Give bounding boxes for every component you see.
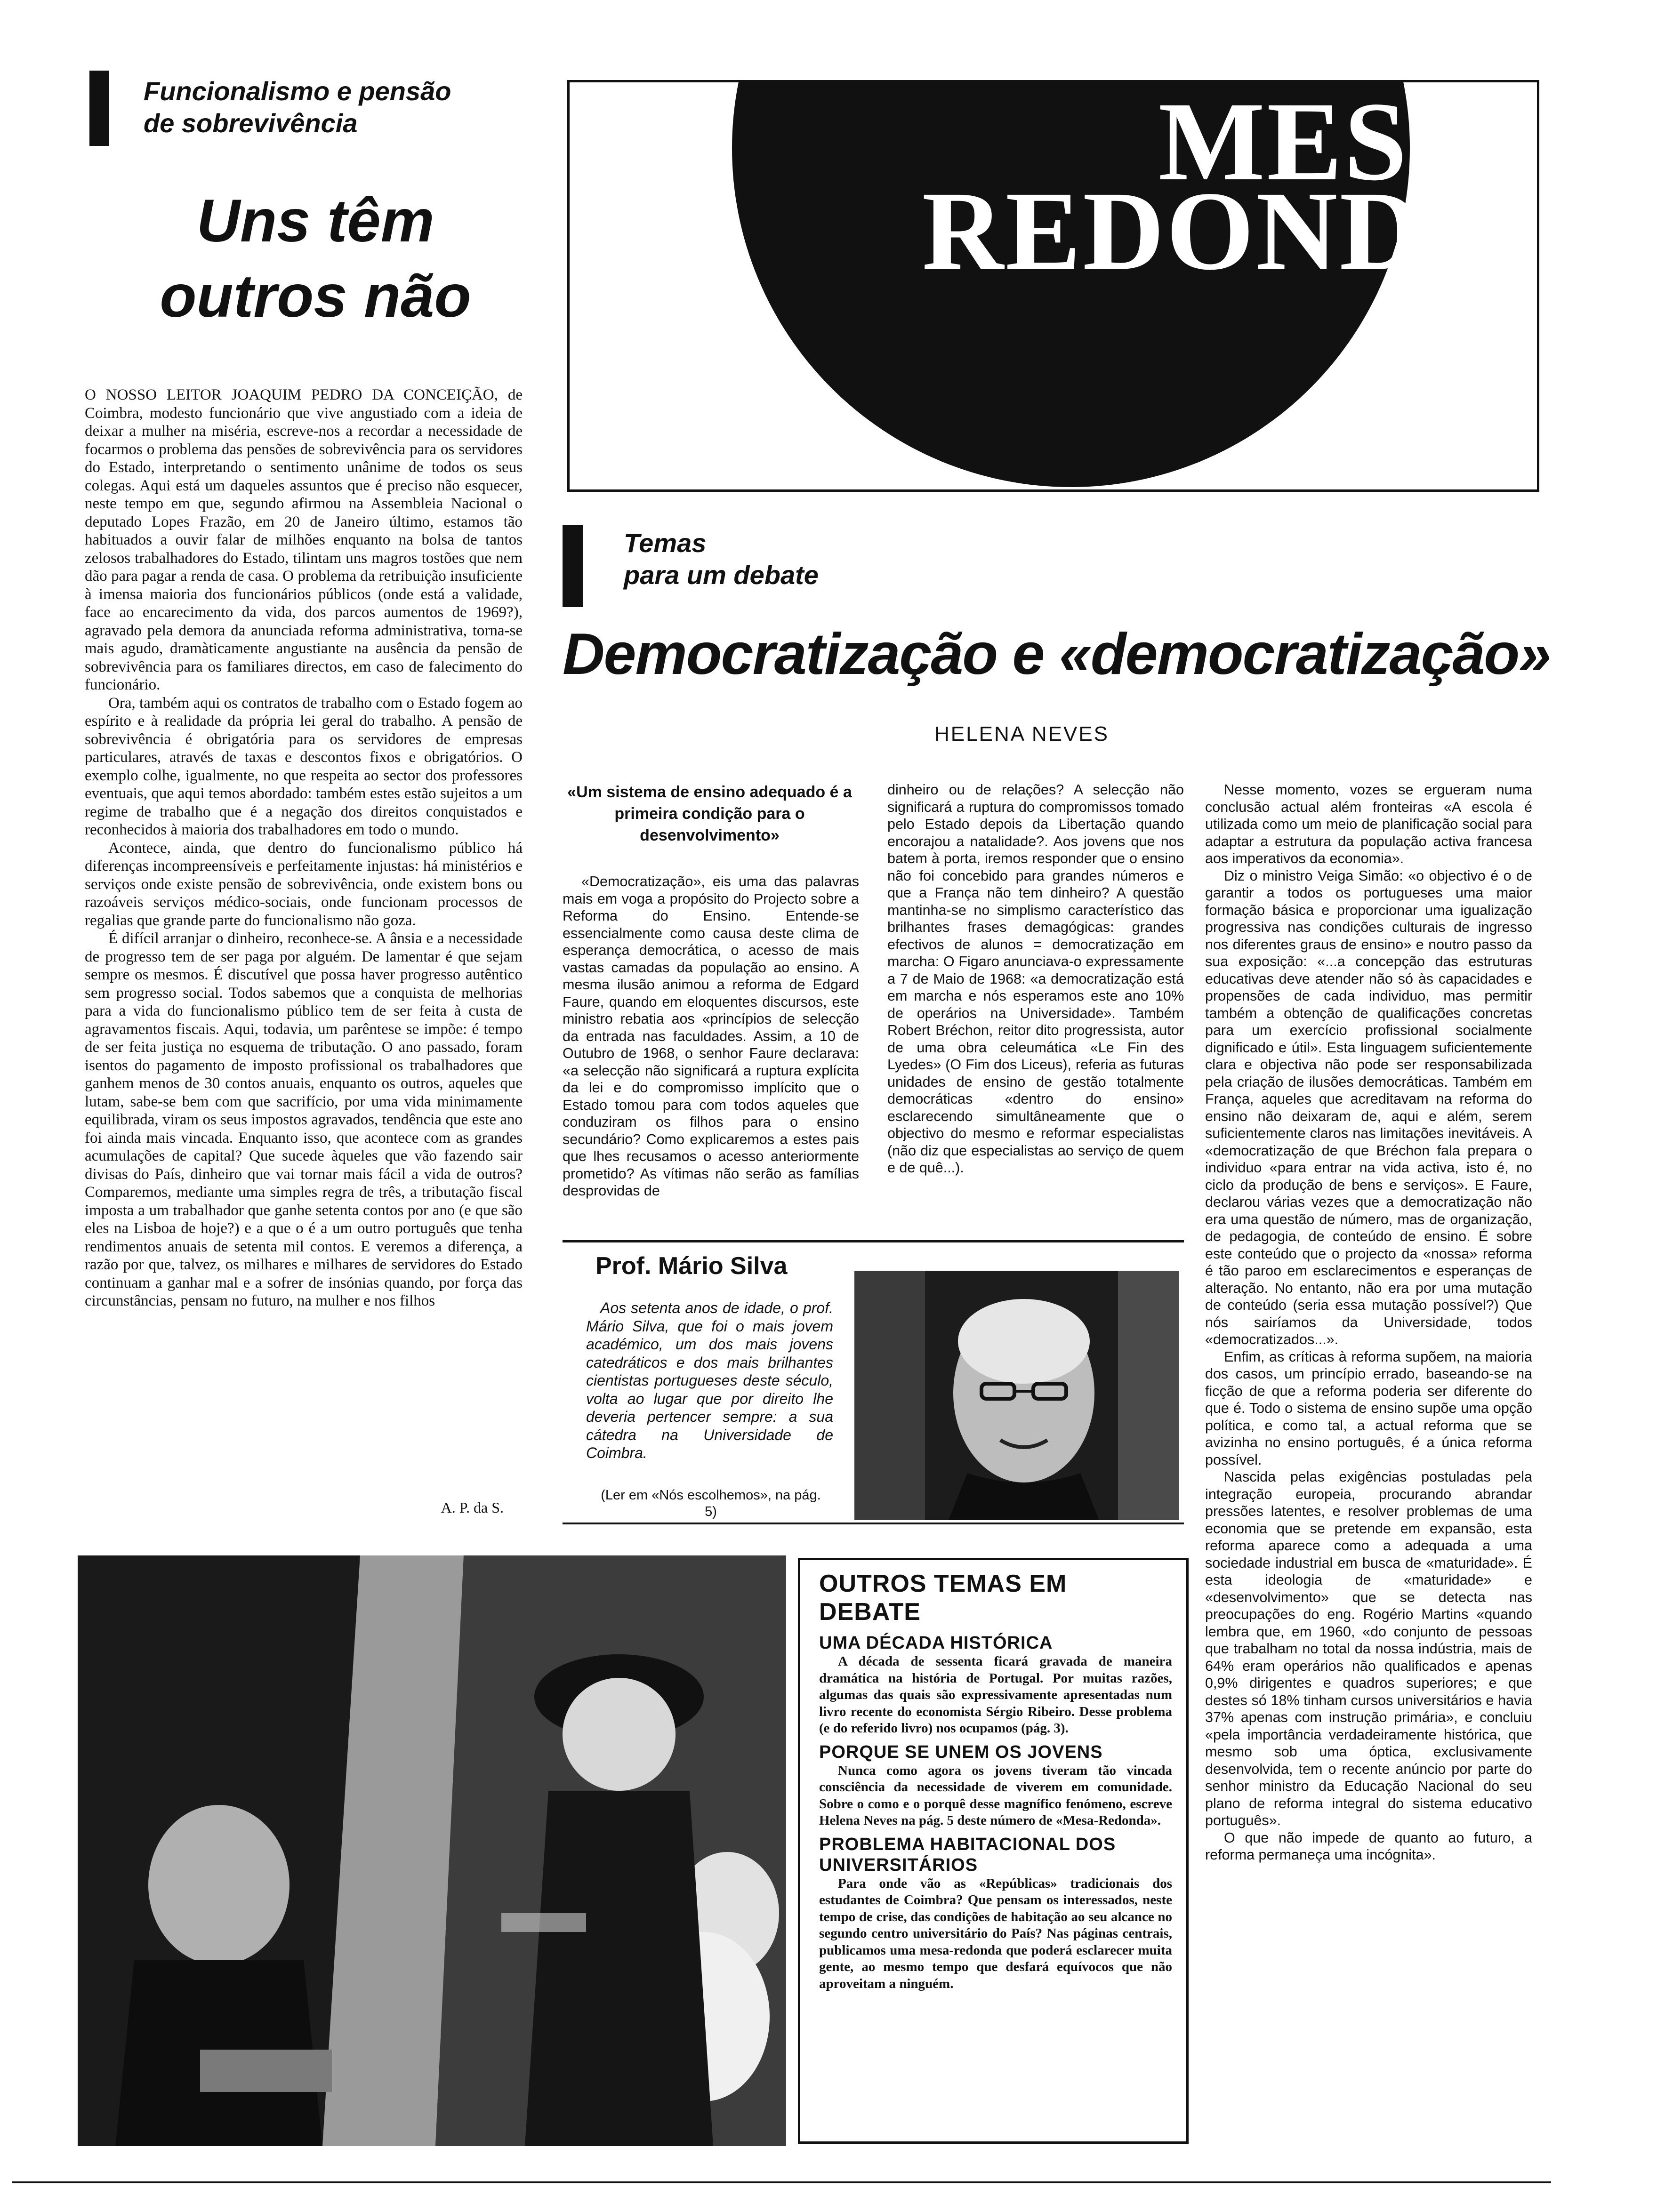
debate-headline bbox=[563, 621, 1551, 687]
debate-paragraph: Nesse momento, vozes se ergueram numa conclusão actual além fronteiras «A escola é utilizada como um meio de planificação social para adaptar a estrutura da população activa francesa aos imperativos da economia». bbox=[1205, 782, 1532, 866]
pull-quote-text: «Um sistema de ensino adequado é a primeira condição para o desenvolvimento» bbox=[567, 783, 852, 844]
outros-item-heading: PORQUE SE UNEM OS JOVENS bbox=[819, 1742, 1103, 1762]
left-paragraph: O NOSSO LEITOR JOAQUIM PEDRO DA CONCEIÇÃO, de Coimbra, modesto funcionário que vive angustiado com a ideia de deixar a mulher na miséria, escreve-nos a recordar a necessidade de focarmos o problema das pensões de sobrevivência para os servidores do Estado, interpretando o sentimento unânime de todos os seus colegas. Aqui está um daqueles assuntos que é preciso não esquecer, neste tempo em que, segundo afirmou na Assembleia Nacional o deputado Lopes Frazão, em 20 de Janeiro último, estamos tão habituados a ouvir falar de milhões enquanto na bolsa de tantos zelosos trabalhadores do Estado, tilintam uns magros tostões que nem dão para pagar a renda de casa. O problema da retribuição insuficiente à imensa maioria dos funcionários públicos (onde está a validade, face ao encarecimento da vida, dos parcos aumentos de 1969?), agravado pela demora da anunciada reforma administrativa, torna-se mais agudo, dramàticamente angustiante na ausência da pensão de sobrevivência para os familiares directos, em caso de falecimento do funcionário. bbox=[85, 386, 523, 693]
street-photo bbox=[78, 1555, 786, 2146]
portrait-image bbox=[854, 1271, 1179, 1520]
debate-kicker-line2: para um debate bbox=[624, 560, 819, 590]
kicker-text: Funcionalismo e pensão de sobrevivência bbox=[144, 76, 451, 138]
debate-paragraph: Nascida pelas exigências postuladas pela integração europeia, procurando abrandar pressões latentes, e resolver problemas de uma economia que se pretende em expansão, esta reforma aparece como a adequada a uma sociedade industrial em busca de «maturidade». É esta ideologia de «maturidade» e «desenvolvimento» que se detecta nas preocupações do eng. Rogério Martins «quando lembra que, em 1960, «do conjunto de pessoas que trabalham no total da nossa indústria, mais de 64% eram operários não qualificados e apenas 0,9% dirigentes e quadros superiores; e que destes só 18% tinham cursos universitários e havia 37% apenas com instrução primária», e concluiu «pela importância verdadeiramente histórica, que mesmo sob uma óptica, exclusivamente desenvolvida, tem o recente anúncio por parte do senhor ministro da Educação Nacional do seu plano de reforma integral do sistema educativo português». bbox=[1205, 1469, 1532, 1828]
headline-line1: Uns têm bbox=[196, 187, 434, 255]
page-bottom-rule bbox=[12, 2181, 1551, 2183]
prof-note-text: (Ler em «Nós escolhemos», na pág. 5) bbox=[601, 1488, 821, 1519]
left-article-body bbox=[85, 386, 523, 1310]
debate-column-3 bbox=[1205, 781, 1532, 1864]
outros-item-heading: UMA DÉCADA HISTÓRICA bbox=[819, 1633, 1053, 1653]
prof-text bbox=[586, 1299, 833, 1462]
debate-column-1 bbox=[563, 873, 859, 1200]
debate-kicker bbox=[624, 527, 906, 591]
debate-paragraph: Diz o ministro Veiga Simão: «o objectivo é o de garantir a todos os portugueses uma maior formação básica e proporcionar uma igualização progressiva nas condições culturais de ingresso nos diferentes graus de ensino» e noutro passo da sua exposição: «...a concepção das estruturas educativas deve atender não só às capacidades e propensões de cada individuo, mas permitir também a obtenção de qualificações concretas para um exercício profissional socialmente dignificado e útil». Esta linguagem suficientemente clara e objectiva não pode ser responsabilizada pela criação de ilusões democráticas. Também em França, aqueles que acreditavam na reforma do ensino não deixaram de, aqui e além, serem suficientemente claros nas limitações inevitáveis. A «democratização de que Bréchon fala prepara o individuo «para entrar na vida activa, isto é, no ciclo da produção de bens e serviços». E Faure, declarou várias vezes que a democratização não era uma questão de número, mas de organização, de pedagogia, de conteúdo de ensino. É sobre este conteúdo que o projecto da «nossa» reforma é tão paroo em esclarecimentos e esperanças de alteração. No entanto, não era por uma mutação de conteúdo (seria essa mutação possível?) Que nós sairíamos da Universidade, todos «democratizados...». bbox=[1205, 867, 1532, 1347]
prof-bottom-rule bbox=[563, 1523, 1184, 1524]
kicker-bar bbox=[89, 71, 109, 146]
left-paragraph: Acontece, ainda, que dentro do funcionalismo público há diferenças incompreensíveis e perfeitamente injustas: há ministérios e serviços onde existe pensão de sobrevivência, onde existem bons ou razoáveis serviços médico-sociais, onde funcionam processos de regalias que grande parte do funcionalismo não goza. bbox=[85, 839, 523, 929]
debate-kicker-bar bbox=[563, 525, 583, 607]
debate-paragraph: O que não impede de quanto ao futuro, a reforma permaneça uma incógnita». bbox=[1205, 1829, 1532, 1863]
author-name: HELENA NEVES bbox=[934, 722, 1110, 745]
outros-temas-box bbox=[798, 1558, 1189, 2144]
headline-line2: outros não bbox=[160, 263, 471, 330]
signature-text: A. P. da S. bbox=[441, 1499, 504, 1516]
debate-column-2 bbox=[887, 781, 1184, 1177]
left-headline bbox=[89, 186, 541, 332]
prof-text-body: Aos setenta anos de idade, o prof. Mário Silva, que foi o mais jovem académico, um dos mais jovens catedráticos e dos mais brilhantes cientistas portugueses deste século, volta ao lugar que por direito lhe deveria pertencer sempre: a sua cátedra na Universidade de Coimbra. bbox=[586, 1299, 833, 1461]
pull-quote bbox=[563, 781, 857, 846]
debate-paragraph: Enfim, as críticas à reforma supõem, na maioria dos casos, um princípio errado, baseando-se na ficção de que a reforma poderia ser diferente do que é. Todo o sistema de ensino supõe uma opção política, e como tal, a actual reforma que se avizinha no ensino português, é a única reforma possível. bbox=[1205, 1348, 1532, 1468]
prof-title-text: Prof. Mário Silva bbox=[595, 1252, 788, 1280]
masthead-line1: MESA bbox=[1158, 80, 1492, 204]
outros-item-text: Para onde vão as «Repúblicas» tradicionais dos estudantes de Coimbra? Que pensam os interessados, neste tempo de crise, das condições de habitação ao seu alcance no segundo centro universitário do País? Nas páginas centrais, publicamos uma mesa-redonda que poderá esclarecer muita gente, ao mesmo tempo que desfará equívocos que não aproveitam a ninguém. bbox=[819, 1875, 1172, 1991]
street-photo-image bbox=[78, 1555, 786, 2146]
outros-title: OUTROS TEMAS EM DEBATE bbox=[819, 1570, 1067, 1626]
debate-author bbox=[934, 722, 1170, 746]
masthead-title bbox=[570, 80, 1516, 293]
prof-note bbox=[595, 1487, 826, 1520]
mesa-redonda-banner bbox=[567, 80, 1539, 492]
outros-item-heading: PROBLEMA HABITACIONAL DOS UNIVERSITÁRIOS bbox=[819, 1834, 1116, 1875]
outros-item-text: A década de sessenta ficará gravada de maneira dramática na história de Portugal. Por muitas razões, algumas das quais são expressivamente apresentadas num livro recente do economista Sérgio Ribeiro. Desse problema (e do referido livro) nos ocupamos (pág. 3). bbox=[819, 1654, 1172, 1736]
prof-title bbox=[595, 1252, 878, 1280]
debate-paragraph: dinheiro ou de relações? A selecção não significará a ruptura do compromissos tomado pelo Estado depois da Libertação quando encorajou a natalidade?. Aos jovens que nos batem à porta, iremos responder que o ensino não foi concebido para grandes números e que a França não tem dinheiro? A questão mantinha-se no simplismo característico das brilhantes frases demagógicas: grandes efectivos de alunos = democratização em marcha: O Figaro anunciava-o expressamente a 7 de Maio de 1968: «a democratização está em marcha e nós esperamos este ano 10% de operários na Universidade». Também Robert Bréchon, reitor dito progressista, autor de uma obra celeumática «Le Fin des Lyedes» (O Fim dos Liceus), referia as futuras unidades de ensino de gestão totalmente democráticas «dentro do ensino» esclarecendo simultâneamente que o objectivo do mesmo e reformar especialistas (não diz que especialistas ao serviço de quem e de quê...). bbox=[887, 782, 1184, 1176]
signature bbox=[282, 1499, 504, 1516]
left-kicker bbox=[144, 75, 454, 139]
outros-item-text: Nunca como agora os jovens tiveram tão vincada consciência da necessidade de viverem em comunidade. Sobre o como e o porquê desse magnífico fenómeno, escreve Helena Neves na pág. 5 deste número de «Mesa-Redonda». bbox=[819, 1763, 1172, 1828]
debate-paragraph: «Democratização», eis uma das palavras mais em voga a propósito do Projecto sobre a Reforma do Ensino. Entende-se essencialmente como causa deste clima de esperança democrática, o acesso de mais vastas camadas da população ao ensino. A mesma ilusão animou a reforma de Edgard Faure, quando em eloquentes discursos, este ministro rebatia aos «princípios de selecção da entrada nas faculdades. Assim, a 10 de Outubro de 1968, o senhor Faure declarava: «a selecção não significará a ruptura explícita da lei e do compromisso implícito que o Estado tomou para com todos aqueles que conduziram os filhos para o ensino secundário? Como explicaremos a estes pais que lhes recusamos o acesso anteriormente prometido? As vítimas não serão as famílias desprovidas de bbox=[563, 874, 859, 1199]
prof-top-rule bbox=[563, 1240, 1184, 1242]
debate-headline-text: Democratização e «democratização» bbox=[563, 622, 1551, 687]
prof-portrait-photo bbox=[854, 1271, 1179, 1520]
debate-kicker-line1: Temas bbox=[624, 528, 707, 558]
left-paragraph: Ora, também aqui os contratos de trabalho com o Estado fogem ao espírito e à realidade da própria lei geral do trabalho. A pensão de sobrevivência é obrigatória para os servidores de empresas particulares, através de taxas e descontos fixos e obrigatórios. O exemplo colhe, igualmente, no que respeita ao sector dos professores eventuais, que aqui temos abordado: também estes estão sujeitos a um regime de trabalho que é a negação dos direitos conquistados e reconhecidos à maioria dos trabalhadores em todo o mundo. bbox=[85, 694, 523, 838]
masthead-line2: REDONDA bbox=[922, 168, 1506, 293]
left-paragraph: É difícil arranjar o dinheiro, reconhece-se. A ânsia e a necessidade de progresso tem de ser paga por alguém. De lamentar é que sejam sempre os mesmos. É discutível que possa haver progresso autêntico sem progresso social. Todos sabemos que a conquista de melhorias para a vida do funcionalismo público tem de ser feita à custa de agravamentos fiscais. Aqui, todavia, um parêntese se impõe: é tempo de ser feita justiça no esquema de tributação. O ano passado, foram isentos do pagamento de imposto profissional os trabalhadores que ganhem menos de 30 contos anuais, enquanto os outros, aqueles que lutam, sabe-se bem com que sacrifício, por uma vida minimamente equilibrada, viram os seus impostos agravados, tendência que este ano foi ainda mais vincada. Enquanto isso, que acontece com as grandes acumulações de capital? Que sucede àqueles que vão fazendo sair divisas do País, dinheiro que vai tornar mais fácil a vida de outros? Comparemos, mediante uma simples regra de três, a tributação fiscal imposta a um trabalhador que ganhe setenta contos por ano (e que são eles na Lisboa de hoje?) e a que o é a um outro português que tenha rendimentos anuais de setenta mil contos. E veremos a diferença, a razão por que, talvez, os milhares e milhares de servidores do Estado continuam a ganhar mal e a sofrer de insónias quando, por força das circunstâncias, pensam no futuro, na mulher e nos filhos bbox=[85, 930, 523, 1309]
